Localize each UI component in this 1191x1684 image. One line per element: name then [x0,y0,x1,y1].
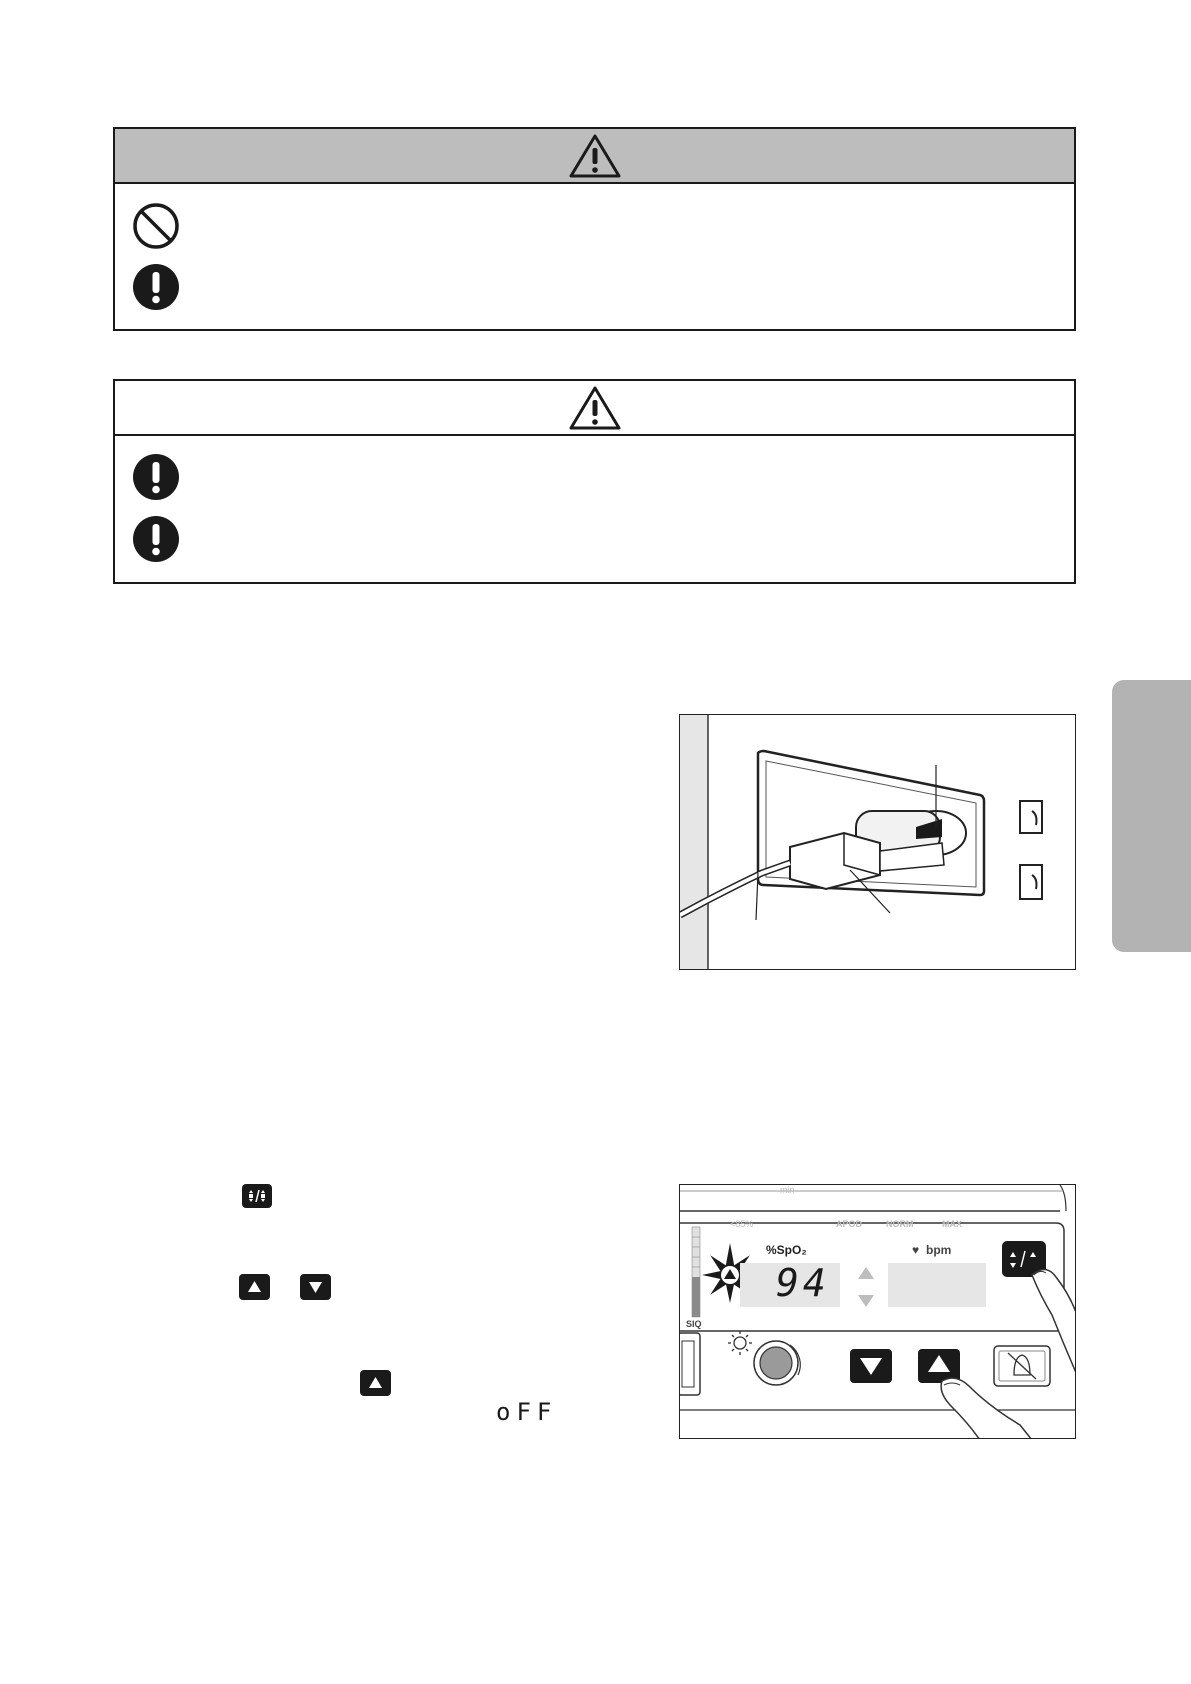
warning-triangle-icon [568,385,622,431]
heart-icon: ♥ [912,1243,920,1257]
mandatory-action-icon [132,263,180,311]
warning-box-header [115,129,1074,184]
siq-bar [692,1227,700,1317]
mandatory-action-icon [132,515,180,563]
chapter-side-tab [1112,680,1191,952]
off-display-text: oFF [496,1398,558,1426]
prohibition-icon [132,202,180,250]
spo2-label: %SpO₂ [766,1243,807,1257]
bpm-label: bpm [926,1243,952,1257]
mandatory-action-icon [132,453,180,501]
brightness-icon [728,1331,752,1355]
min-label: min [780,1185,795,1195]
caution-box [113,379,1076,584]
spo2-low-label: <85% [730,1219,754,1229]
apod-label: APOD [836,1219,863,1229]
warning-triangle-icon [568,133,622,179]
up-key-icon [360,1370,391,1396]
warning-box [113,127,1076,331]
connector-illustration [679,714,1076,970]
norm-label: NORM [886,1219,914,1229]
front-panel-illustration [679,1184,1076,1439]
max-label: MAX [942,1219,962,1229]
spo2-value-display: 94 [776,1261,830,1305]
down-key-icon [300,1274,331,1300]
alarm-limit-key-icon [242,1184,272,1208]
up-key-icon [239,1274,270,1300]
siq-label: SIQ [686,1319,702,1329]
caution-box-header [115,381,1074,436]
brightness-knob [754,1341,800,1385]
